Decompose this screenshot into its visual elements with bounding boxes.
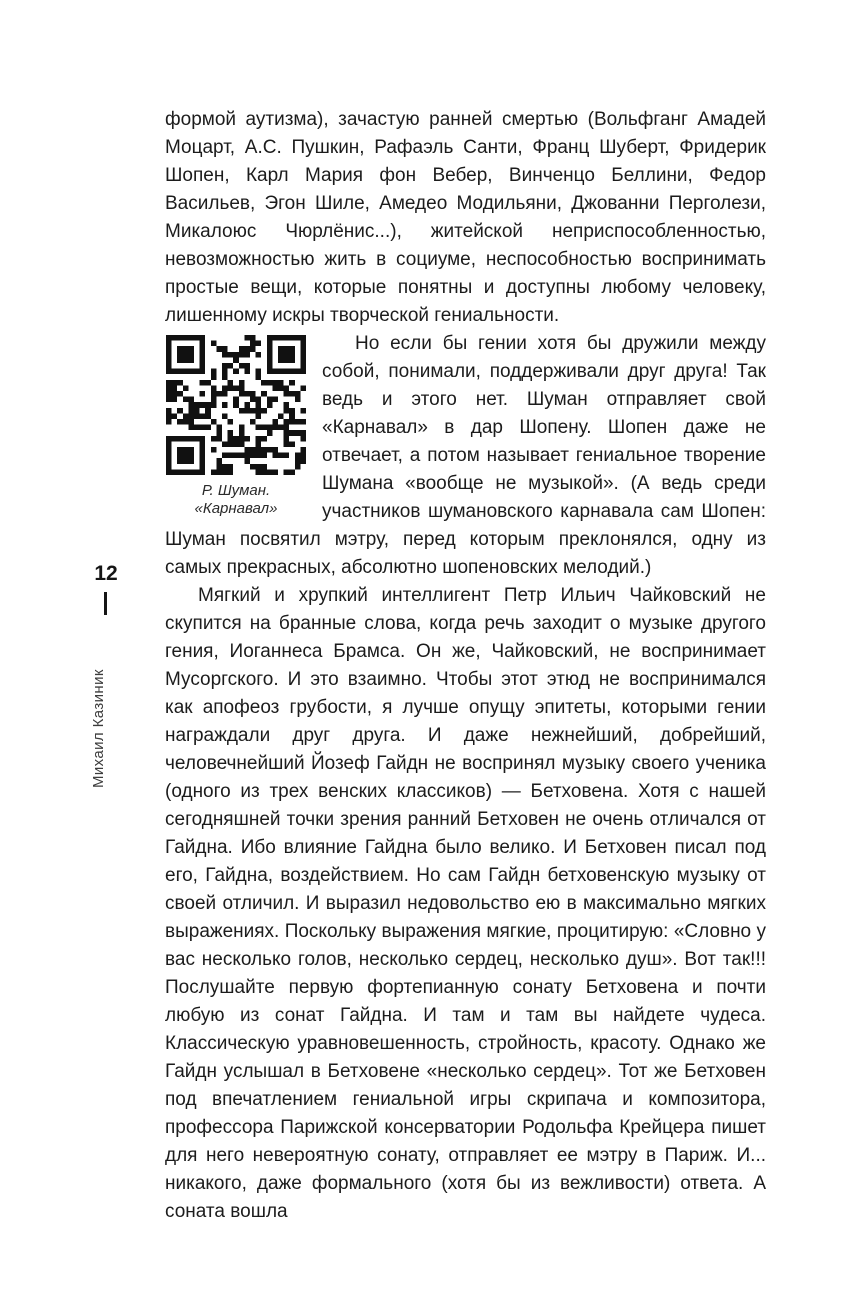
paragraph-genius-traits: формой аутизма), зачастую ранней смертью (Вольфганг Амадей Моцарт, А.С. Пушкин, Рафаэль Санти, Франц Шуберт, Фридерик Шопен, Карл Мария фон Вебер, Винченцо Беллини, Федор Васильев, Эгон Шиле, Амедео Модильяни, Джованни Перголези, Микалоюс Чюрлёнис...), житейской неприспособленностью, невозможностью жить в социуме, неспособностью воспринимать простые вещи, которые понятны и доступны любому человеку, лишенному искры творческой гениальности. xyxy=(165,109,766,326)
paragraph-with-qr-wrap xyxy=(165,330,766,582)
paragraph-tchaikovsky-haydn: Мягкий и хрупкий интеллигент Петр Ильич Чайковский не скупится на бранные слова, когда речь заходит о музыке другого гения, Иоганнеса Брамса. Он же, Чайковский, не воспринимает Мусоргского. И это взаимно. Чтобы этот этюд не воспринимался как апофеоз грубости, я лучше опущу эпитеты, которыми гении награждали друг друга. И даже нежнейший, добрейший, человечнейший Йозеф Гайдн не воспринял музыку своего ученика (одного из трех венских классиков) — Бетховена. Хотя с нашей сегодняшней точки зрения ранний Бетховен не очень отличался от Гайдна. Ибо влияние Гайдна было велико. И Бетховен писал под его, Гайдна, воздействием. Но сам Гайдн бетховенскую музыку от своей отличил. И выразил недовольство ею в максимально мягких выражениях. Поскольку выражения мягкие, процитирую: «Словно у вас несколько голов, несколько сердец, несколько душ». Вот так!!! Послушайте первую фортепианную сонату Бетховена и почти любую из сонат Гайдна. И там и там вы найдете чудеса. Классическую уравновешенность, стройность, красоту. Однако же Гайдн услышал в Бетховене «несколько сердец». Тот же Бетховен под впечатлением гениальной игры скрипача и композитора, профессора Парижской консерватории Родольфа Крейцера пишет для него невероятную сонату, отправляет ее мэтру в Париж. И... никакого, даже формального (хотя бы из вежливости) ответа. А соната вошла xyxy=(165,585,766,1222)
qr-caption-line2: «Карнавал» xyxy=(194,500,278,517)
qr-figure xyxy=(165,335,307,518)
paragraph-schumann-chopin: Но если бы гении хотя бы дружили между собой, понимали, поддерживали друг друга! Так ведь и этого нет. Шуман отправляет свой «Карнавал» в дар Шопену. Шопен даже не отвечает, а потом называет гениальное творение Шумана «вообще не музыкой». (А ведь среди участников шумановского карнавала сам Шопен: Шуман посвятил мэтру, перед которым преклонялся, одну из самых прекрасных, абсолютно шопеновских мелодий.) xyxy=(165,333,766,578)
margin-rule-divider xyxy=(104,592,107,615)
qr-caption xyxy=(165,482,307,518)
author-sidebar-vertical: Михаил Казиник xyxy=(90,669,107,788)
qr-caption-line1: Р. Шуман. xyxy=(201,482,271,499)
body-text-column xyxy=(165,106,766,1226)
qr-code xyxy=(166,335,306,475)
page-number: 12 xyxy=(94,562,118,585)
